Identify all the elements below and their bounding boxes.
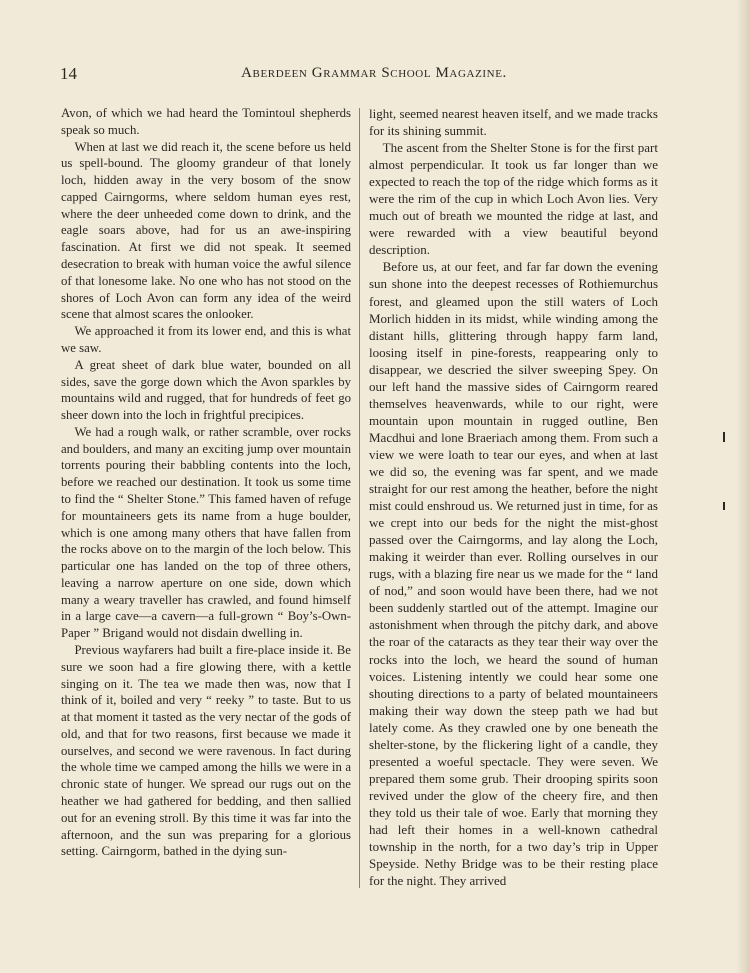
page-header (60, 64, 688, 88)
paragraph: When at last we did reach it, the scene before us held us spell-bound. The gloomy grandeur of that lonely loch, hidden away in the very bosom of the snow capped Cairngorms, where seldom human eyes rest, where the deer unheeded come down to drink, and the eagle soars above, had for us an awe-inspiring fascination. At first we did not speak. It seemed desecration to break with human voice the awful silence of that lonesome lake. No one who has not stood on the shores of Loch Avon can form any idea of the weird scene that almost scares the onlooker. (61, 139, 351, 322)
paragraph: We approached it from its lower end, and this is what we saw. (61, 324, 351, 355)
page-number: 14 (60, 64, 77, 83)
paragraph: Previous wayfarers had built a fire-place inside it. Be sure we soon had a fire glowing there, with a kettle singing on it. The tea we made then was, now that I think of it, boiled and very “ reeky ” to taste. But to us at that moment it tasted as the very nectar of the gods of old, and that for two reasons, first because we made it ourselves, and second we were ravenous. In fact during the whole time we camped among the hills we were in a chronic state of hunger. We spread our rugs out on the heather we had gathered for bedding, and then sallied out for an evening stroll. By this time it was far into the afternoon, and the sun was preparing for a glorious setting. Cairngorm, bathed in the dying sun- (61, 643, 351, 859)
margin-mark (723, 502, 725, 510)
paragraph: Before us, at our feet, and far far down the evening sun shone into the deepest recesses of Rothiemurchus forest, and gleamed upon the still waters of Loch Morlich hidden in its midst, while winding among the distant hills, glittering through happy farm land, loosing itself in pine-forests, reappearing only to disappear, we descried the silver sweeping Spey. On our left hand the massive sides of Cairngorm reared themselves heavenwards, while to our right, were mountain upon mountain in rugged outline, Ben Macdhui and lone Braeriach among them. From such a view we were loath to tear our eyes, and when at last we did so, the evening was far spent, and we made straight for our rest among the heather, before the night mist could enshroud us. We returned just in time, for as we crept into our beds for the night the mist-ghost passed over the Cairngorms, and lay along the Loch, making it weirder than ever. Rolling ourselves in our rugs, with a blazing fire near us we made for the “ land of nod,” and soon would have been there, had we not been suddenly startled out of the attempt. Imagine our astonishment when through the pitchy dark, and above the roar of the cataracts as they tear their way over the rocks into the loch, we heard the sound of human voices. Listening intently we could hear some one shouting directions to a party of belated mountaineers making their way down the steep path we had but lately come. As they crawled one by one beneath the shelter-stone, by the flickering light of a candle, they presented a woeful spectacle. They were seven. We prepared them some grub. Their drooping spirits soon revived under the glow of the cheery fire, and then they told us their tale of woe. Early that morning they had left their homes in a well-known cathedral township in the north, for a two day’s trip in Upper Speyside. Nethy Bridge was to be their resting place for the night. They arrived (369, 259, 658, 889)
paragraph: Avon, of which we had heard the Tomintoul shepherds speak so much. (61, 106, 351, 137)
paragraph: light, seemed nearest heaven itself, and we made tracks for its shining summit. (369, 106, 658, 139)
margin-mark (723, 432, 725, 442)
left-column (61, 105, 351, 860)
right-column (369, 105, 658, 889)
column-divider (359, 108, 360, 888)
running-title: Aberdeen Grammar School Magazine. (241, 65, 507, 81)
paragraph: A great sheet of dark blue water, bounded on all sides, save the gorge down which the Avon sparkles by mountains wild and rugged, that for hundreds of feet go sheer down into the loch in frightful precipices. (61, 357, 351, 423)
paragraph: The ascent from the Shelter Stone is for the first part almost perpendicular. It took us far longer than we expected to reach the top of the ridge which forms as it were the rim of the cup in which Loch Avon lies. Very much out of breath we mounted the ridge at last, and were rewarded with a view beautiful beyond description. (369, 140, 658, 258)
paragraph: We had a rough walk, or rather scramble, over rocks and boulders, and many an exciting jump over mountain torrents pouring their babbling contents into the loch, before we reached our destination. It took us some time to find the “ Shelter Stone.” This famed haven of refuge for mountaineers gets its name from a huge boulder, which is one among many others that have fallen from the rocks above on to the margin of the loch below. This particular one has landed on the top of three others, leaving a narrow aperture on one side, down which many a weary traveller has crawled, and found himself in a large cave—a cavern—a full-grown “ Boy’s-Own-Paper ” Brigand would not disdain dwelling in. (61, 424, 351, 641)
